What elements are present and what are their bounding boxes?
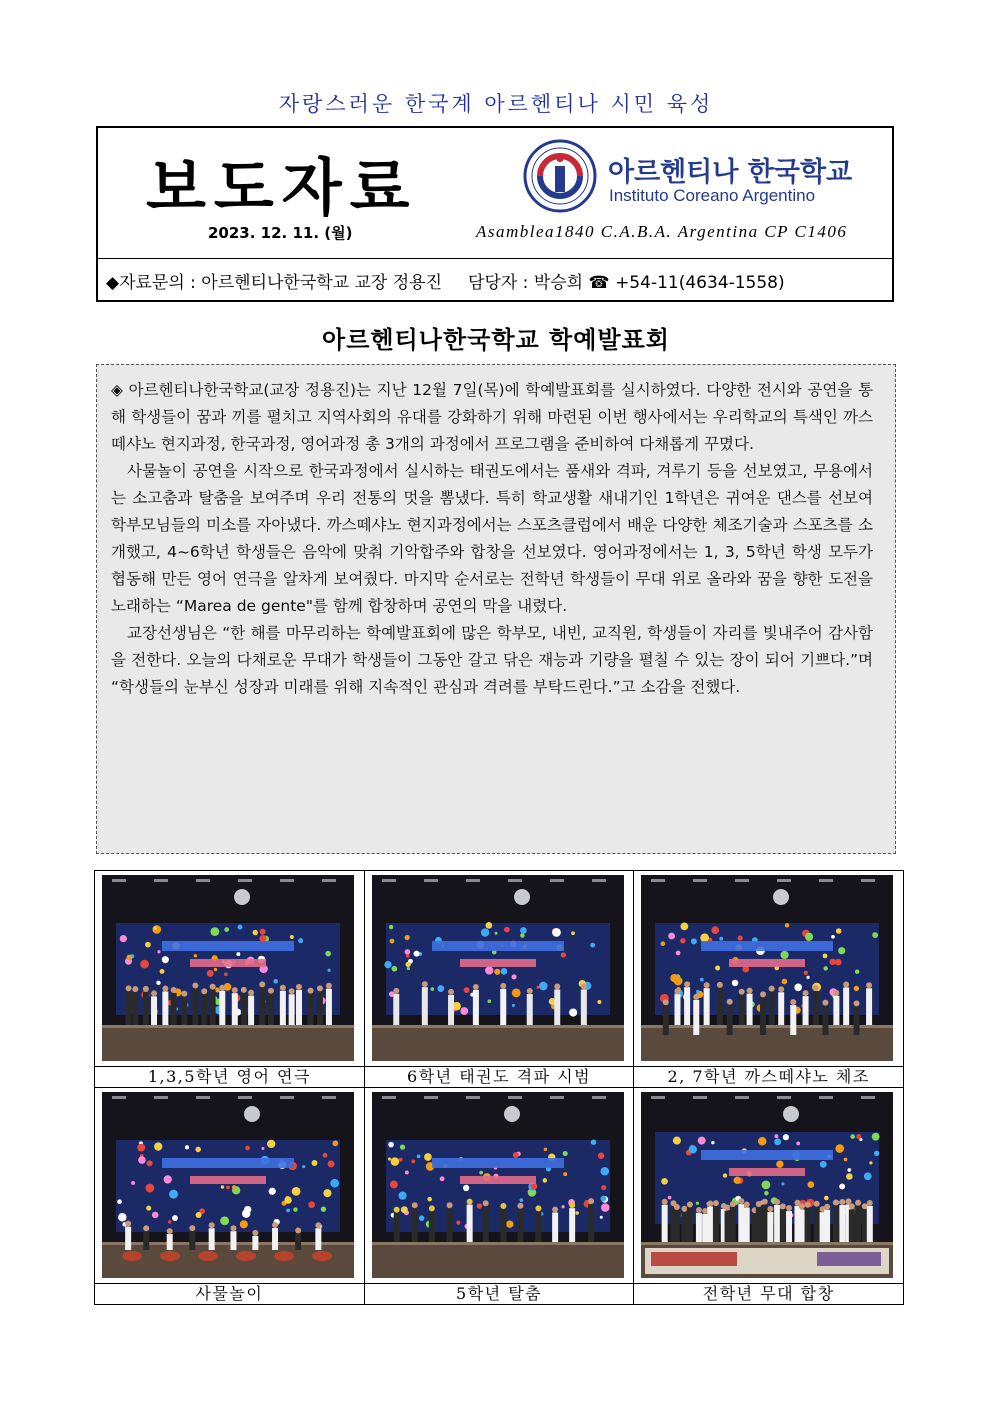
article-paragraph: 교장선생님은 “한 해를 마무리하는 학예발표회에 많은 학부모, 내빈, 교직원, 학생들이 자리를 빛내주어 감사함을 전한다. 오늘의 다채로운 무대가 학생들이 그동안 갈고 닦은 재능과 기량을 펼칠 수 있는 장이 되어 기쁘다.”며 “학생들의 눈부신 성장과 미래를 위해 지속적인 관심과 격려를 부탁드린다.”고 소감을 전했다. [111,624,873,696]
photo-english-play [95,871,365,1067]
slogan: 자랑스러운 한국계 아르헨티나 시민 육성 [278,92,714,116]
photo-caption: 5학년 탈춤 [364,1284,634,1305]
photo-choir [634,1088,904,1284]
stage-photo [372,875,624,1061]
photo-caption: 사물놀이 [95,1284,365,1305]
stage-photo [372,1092,624,1278]
photo-mask-dance [364,1088,634,1284]
photo-caption: 2, 7학년 까스떼샤노 체조 [634,1067,904,1088]
release-date: 2023. 12. 11. (월) [208,224,353,242]
photo-caption: 1,3,5학년 영어 연극 [95,1067,365,1088]
stage-photo [102,1092,354,1278]
school-name-spanish: Instituto Coreano Argentino [609,186,816,205]
article-paragraph: ◈ 아르헨티나한국학교(교장 정용진)는 지난 12월 7일(목)에 학예발표회를 실시하였다. 다양한 전시와 공연을 통해 학생들이 꿈과 끼를 펼치고 지역사회의 유대를 강화하기 위해 마련된 이번 행사에서는 우리학교의 특색인 까스떼샤노 현지과정, 한국과정, 영어과정 총 3개의 과정에서 프로그램을 준비하여 다채롭게 꾸몄다. [111,381,873,453]
photo-samulnori [95,1088,365,1284]
contact-line [106,268,785,293]
article-body [96,364,896,854]
school-logo [522,136,598,216]
school-address: Asamblea1840 C.A.B.A. Argentina CP C1406 [476,222,848,241]
photo-gymnastics [634,871,904,1067]
contact-inquiry: ◆자료문의 : 아르헨티나한국학교 교장 정용진 [106,273,443,293]
photo-grid [94,870,904,1305]
press-header [96,126,894,302]
stage-photo [641,1092,893,1278]
photo-caption: 6학년 태권도 격파 시범 [364,1067,634,1088]
header-divider [98,258,892,259]
school-name-korean: 아르헨티나 한국학교 [608,157,853,188]
photo-taekwondo [364,871,634,1067]
article-paragraph: 사물놀이 공연을 시작으로 한국과정에서 실시하는 태권도에서는 품새와 격파, 겨루기 등을 선보였고, 무용에서는 소고춤과 탈춤을 보여주며 우리 전통의 멋을 뽐냈다. 특히 학교생활 새내기인 1학년은 귀여운 댄스를 선보여 학부모님들의 미소를 자아냈다. 까스떼샤노 현지과정에서는 스포츠클럽에서 배운 다양한 체조기술과 스포츠를 소개했고, 4~6학년 학생들은 음악에 맞춰 기악합주와 합창을 선보였다. 영어과정에서는 1, 3, 5학년 학생 모두가 협동해 만든 영어 연극을 알차게 보여줬다. 마지막 순서로는 전학년 학생들이 무대 위로 올라와 꿈을 향한 도전을 노래하는 “Marea de gente"를 함께 합창하며 공연의 막을 내렸다. [111,462,873,615]
photo-caption: 전학년 무대 합창 [634,1284,904,1305]
contact-person: 담당자 : 박승희 ☎ +54-11(4634-1558) [468,273,785,293]
stage-photo [641,875,893,1061]
stage-photo [102,875,354,1061]
press-release-title: 보도자료 [146,151,418,224]
article-headline: 아르헨티나한국학교 학예발표회 [322,326,670,354]
